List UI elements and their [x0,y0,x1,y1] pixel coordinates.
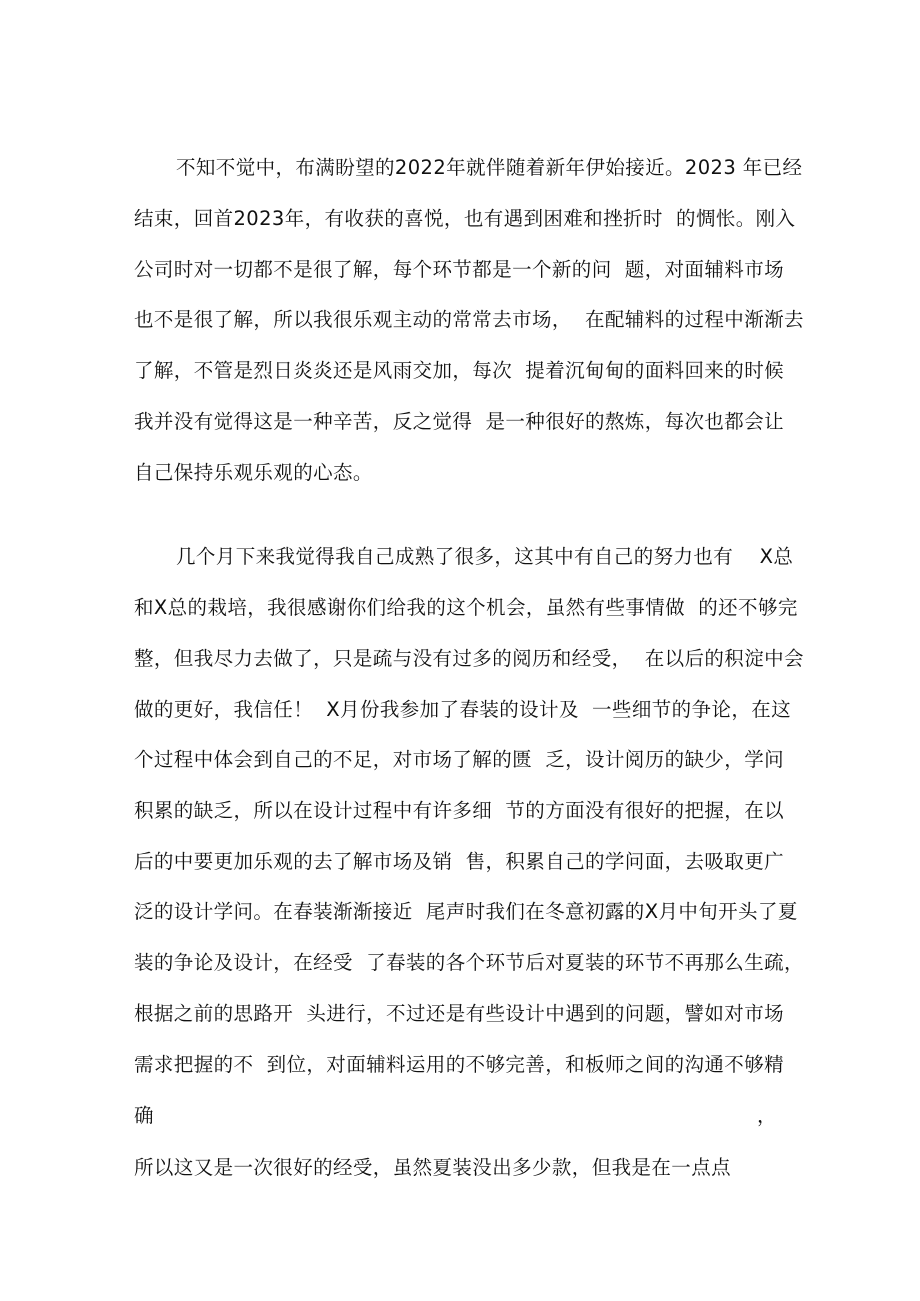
paragraph-2-line-6: 积累的缺乏，所以在设计过程中有许多细 节的方面没有很好的把握，在以 [134,799,784,822]
paragraph-2-line-5: 个过程中体会到自己的不足，对市场了解的匮 乏，设计阅历的缺少，学问 [134,748,784,771]
paragraph-2-line-13: 所以这又是一次很好的经受，虽然夏装没出多少款，但我是在一点点 [134,1156,732,1179]
paragraph-2-line-3: 整，但我尽力去做了，只是疏与没有过多的阅历和经受， 在以后的积淀中会 [134,647,804,670]
paragraph-2-line-12: 确 [134,1104,154,1127]
paragraph-2-line-4: 做的更好，我信任！ X月份我参加了春装的设计及 一些细节的争论，在这 [134,698,792,721]
paragraph-1-line-5: 了解，不管是烈日炎炎还是风雨交加，每次 提着沉甸甸的面料回来的时候 [134,359,784,382]
paragraph-1-line-2: 结束，回首2023年，有收获的喜悦，也有遇到困难和挫折时 的惆怅。刚入 [134,207,796,230]
paragraph-2-line-9: 装的争论及设计，在经受 了春装的各个环节后对夏装的环节不再那么生疏， [134,951,804,974]
paragraph-2-line-8: 泛的设计学问。在春装渐渐接近 尾声时我们在冬意初露的X月中旬开头了夏 [134,900,798,923]
paragraph-2-line-11: 需求把握的不 到位，对面辅料运用的不够完善，和板师之间的沟通不够精 [134,1053,784,1076]
paragraph-1-line-1: 不知不觉中，布满盼望的2022年就伴随着新年伊始接近。2023 年已经 [176,156,803,179]
paragraph-2-line-2: 和X总的栽培，我很感谢你们给我的这个机会，虽然有些事情做 的还不够完 [134,596,798,619]
paragraph-1-line-4: 也不是很了解，所以我很乐观主动的常常去市场， 在配辅料的过程中渐渐去 [134,308,804,331]
paragraph-1-line-3: 公司时对一切都不是很了解，每个环节都是一个新的问 题，对面辅料市场 [134,258,784,281]
paragraph-1-line-7: 自己保持乐观乐观的心态。 [134,461,373,484]
paragraph-2-line-10: 根据之前的思路开 头进行，不过还是有些设计中遇到的问题，譬如对市场 [134,1002,784,1025]
paragraph-1-line-6: 我并没有觉得这是一种辛苦，反之觉得 是一种很好的熬炼，每次也都会让 [134,410,784,433]
paragraph-2-line-7: 后的中要更加乐观的去了解市场及销 售，积累自己的学问面，去吸取更广 [134,850,784,873]
trailing-comma: ， [757,1104,777,1127]
paragraph-2-line-1: 几个月下来我觉得我自己成熟了很多，这其中有自己的努力也有 X总 [176,545,794,568]
